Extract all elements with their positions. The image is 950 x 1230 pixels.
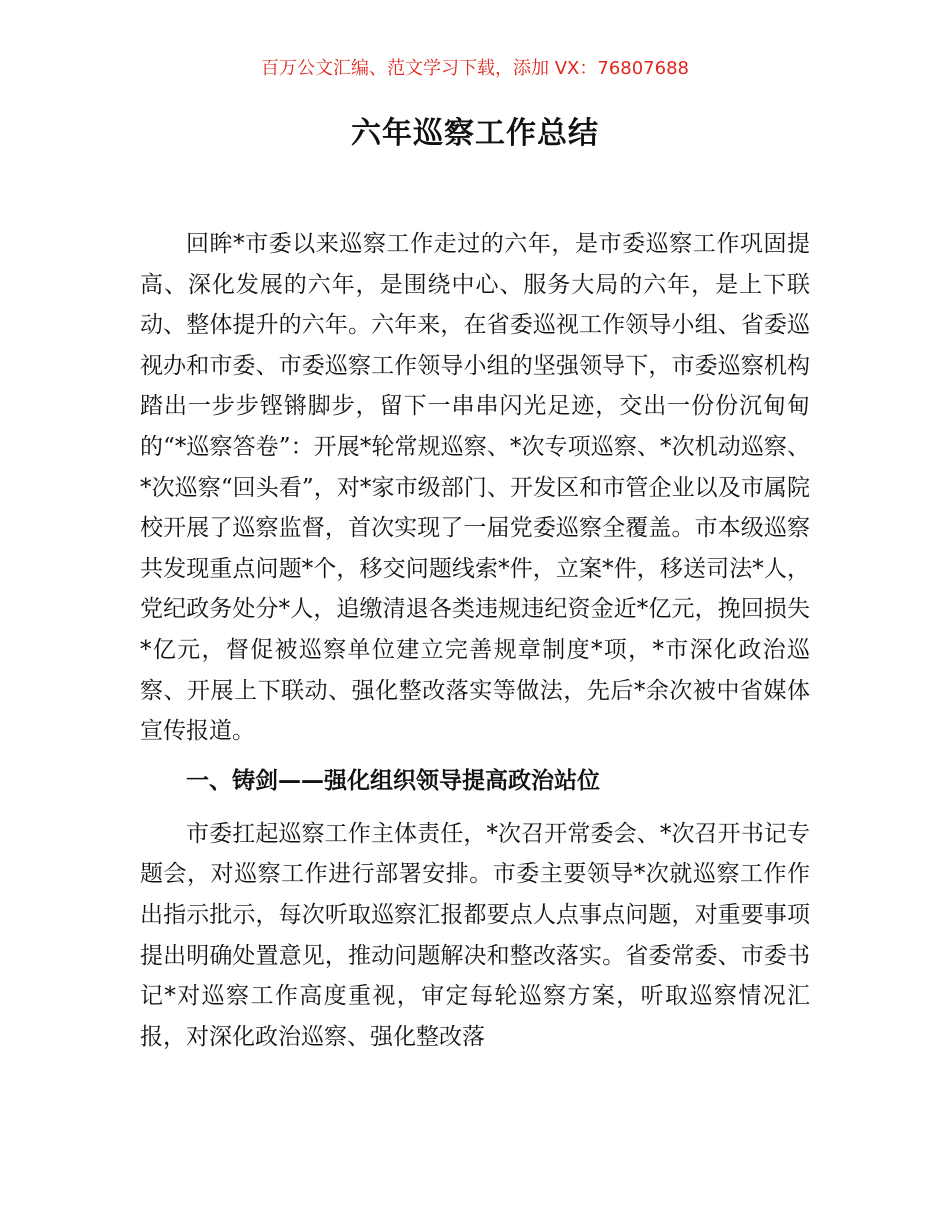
document-title: 六年巡察工作总结	[351, 116, 599, 151]
download-notice: 百万公文汇编、范文学习下载，添加 VX：76807688	[261, 58, 689, 79]
section-1-heading: 一、铸剑——强化组织领导提高政治站位	[186, 767, 600, 794]
section-1-paragraph: 市委扛起巡察工作主体责任，*次召开常委会、*次召开书记专题会，对巡察工作进行部署安排。市委主要领导*次就巡察工作作出指示批示，每次听取巡察汇报都要点人点事点问题，对重要事项提出明确处置意见，推动问题解决和整改落实。省委常委、市委书记*对巡察工作高度重视，审定每轮巡察方案，听取巡察情况汇报，对深化政治巡察、强化整改落	[140, 820, 810, 1050]
document-body	[140, 224, 810, 1057]
intro-paragraph: 回眸*市委以来巡察工作走过的六年，是市委巡察工作巩固提高、深化发展的六年，是围绕中心、服务大局的六年，是上下联动、整体提升的六年。六年来，在省委巡视工作领导小组、省委巡视办和市委、市委巡察工作领导小组的坚强领导下，市委巡察机构踏出一步步铿锵脚步，留下一串串闪光足迹，交出一份份沉甸甸的“*巡察答卷”：开展*轮常规巡察、*次专项巡察、*次机动巡察、*次巡察“回头看”，对*家市级部门、开发区和市管企业以及市属院校开展了巡察监督，首次实现了一届党委巡察全覆盖。市本级巡察共发现重点问题*个，移交问题线索*件，立案*件，移送司法*人，党纪政务处分*人，追缴清退各类违规违纪资金近*亿元，挽回损失*亿元，督促被巡察单位建立完善规章制度*项，*市深化政治巡察、开展上下联动、强化整改落实等做法，先后*余次被中省媒体宣传报道。	[140, 231, 810, 745]
